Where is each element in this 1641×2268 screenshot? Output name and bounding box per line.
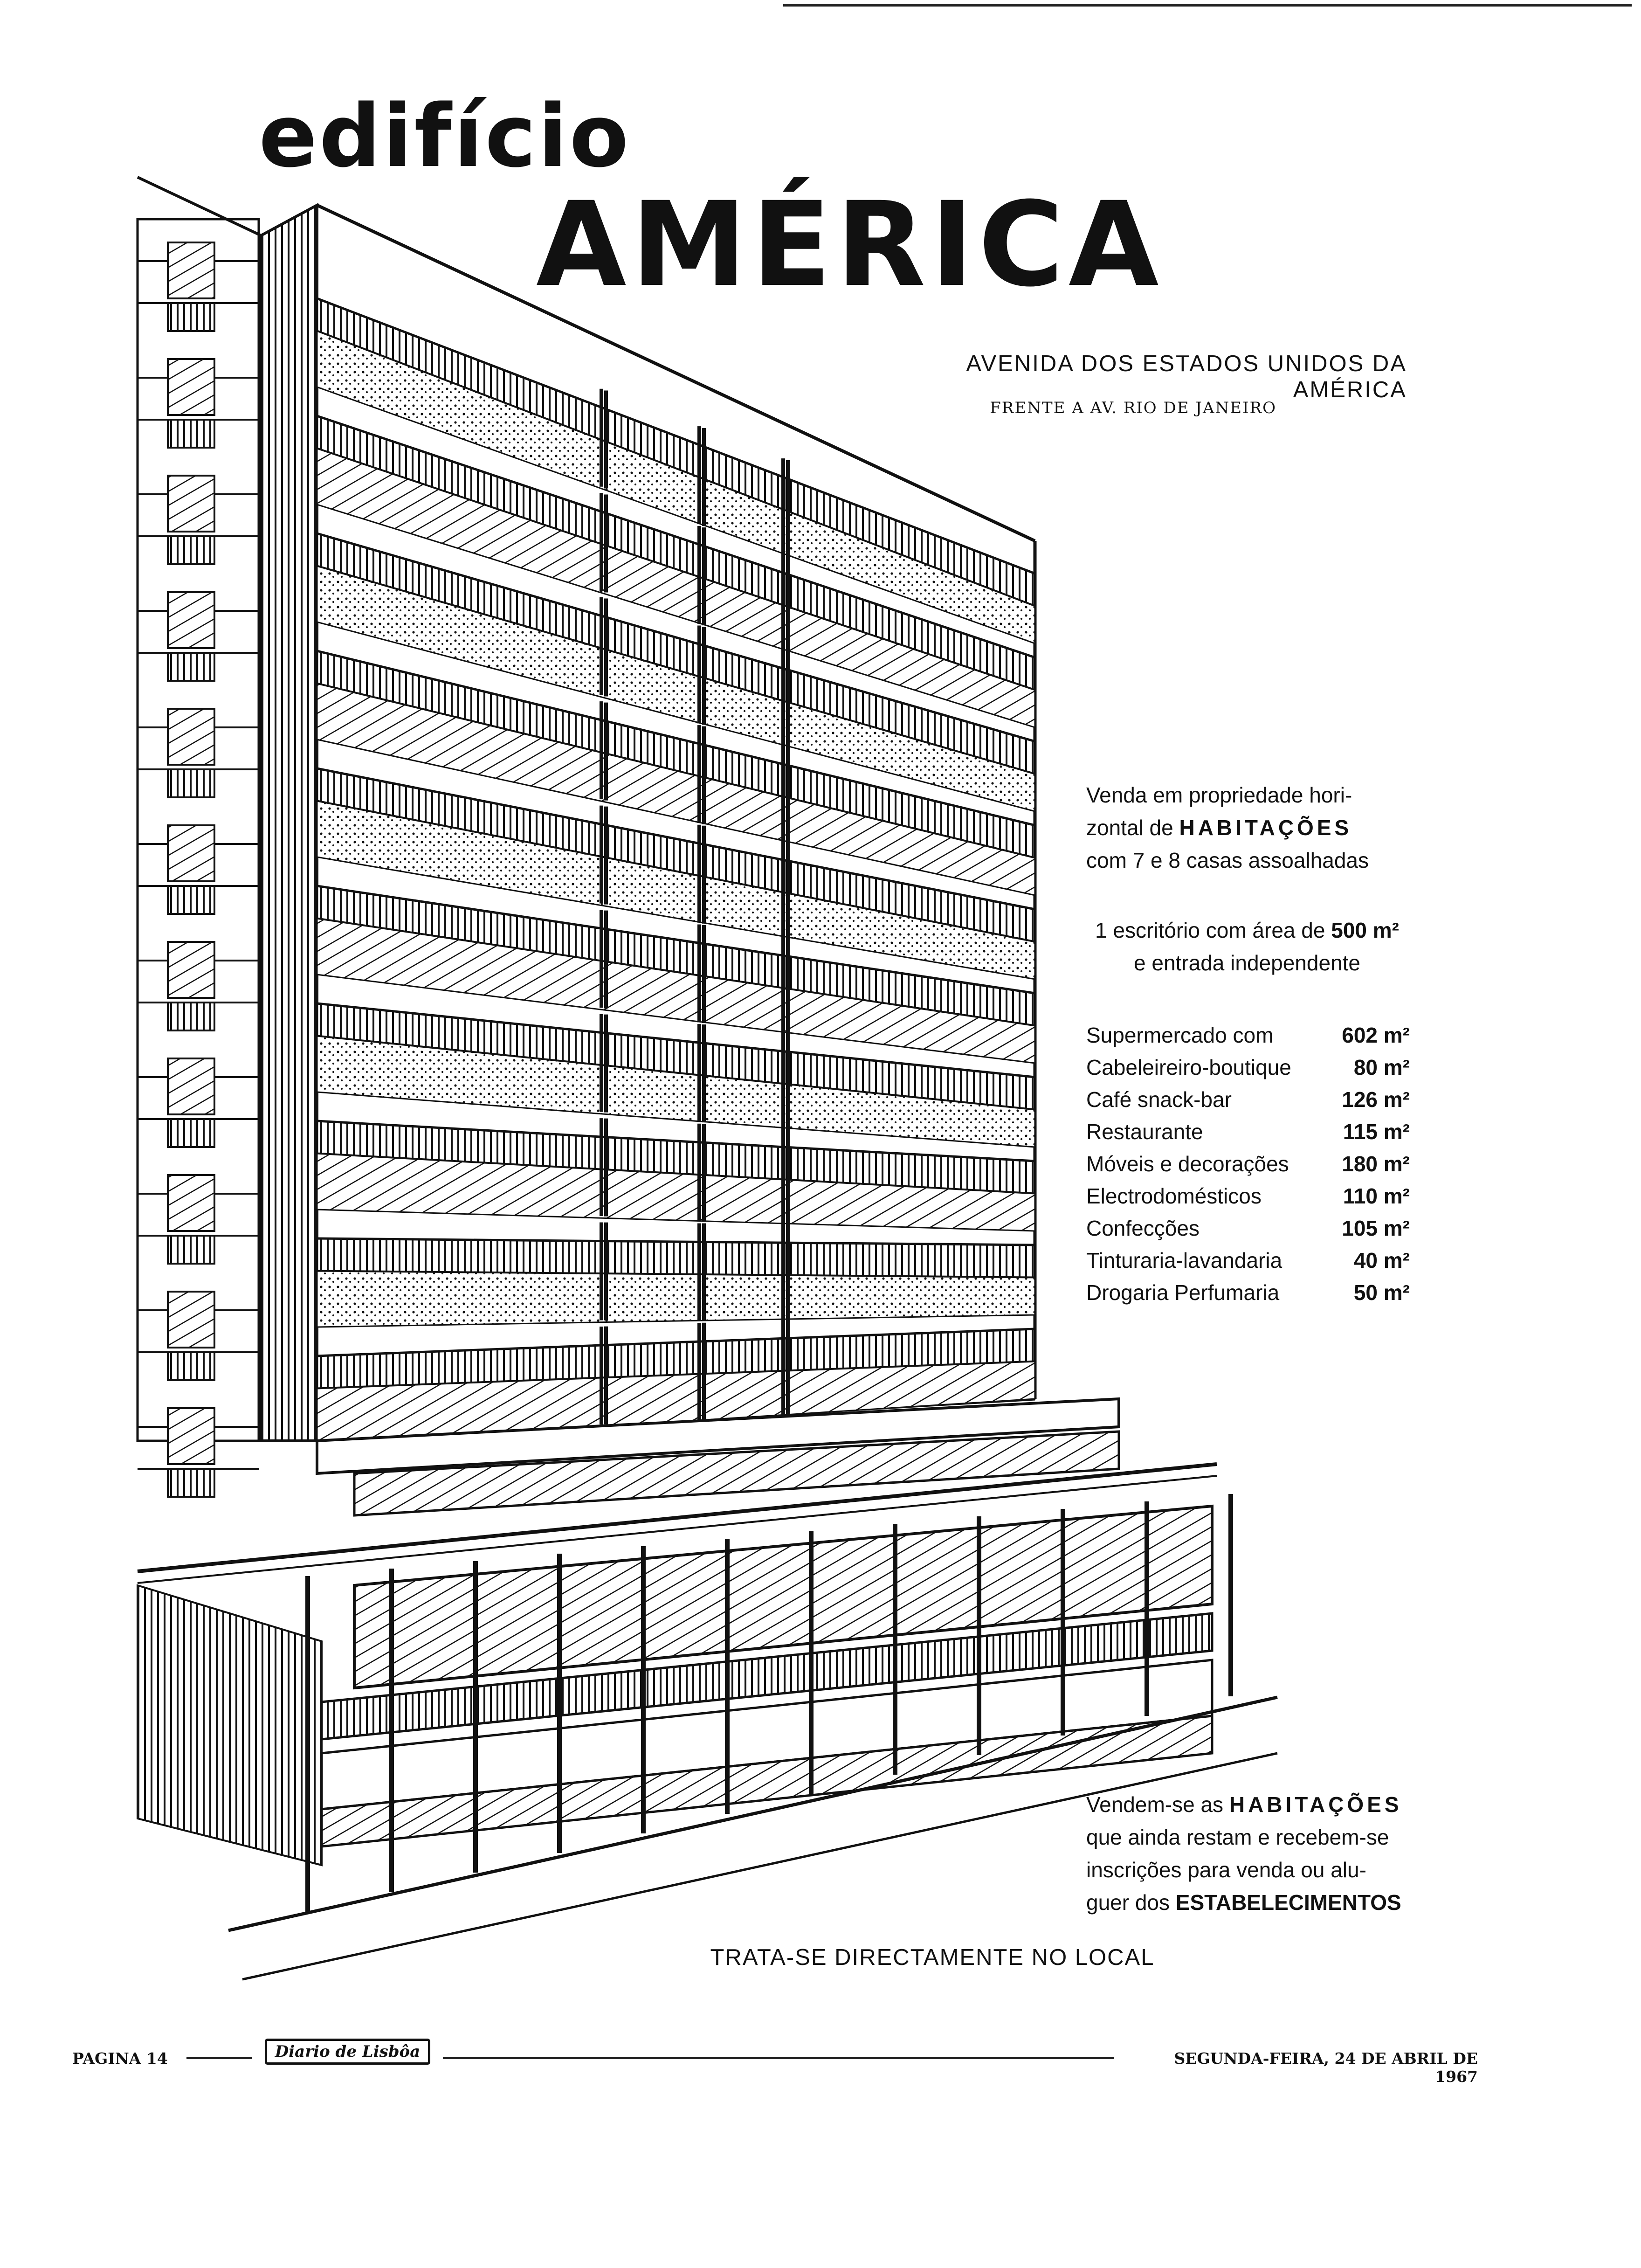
contact-line: TRATA-SE DIRECTAMENTE NO LOCAL <box>710 1945 1155 1970</box>
space-name: Drogaria Perfumaria <box>1086 1280 1280 1305</box>
office-line-1 <box>1086 914 1408 947</box>
space-area: 110 m² <box>1343 1184 1410 1208</box>
footer-rule-left <box>186 2057 252 2059</box>
commercial-space-row <box>1086 1019 1410 1051</box>
space-name: Cabeleireiro-boutique <box>1086 1055 1291 1079</box>
space-name: Confecções <box>1086 1216 1200 1240</box>
address-street: AVENIDA DOS ESTADOS UNIDOS DA AMÉRICA <box>966 351 1407 402</box>
commercial-space-row <box>1086 1083 1410 1115</box>
space-area: 602 m² <box>1342 1023 1410 1047</box>
sale-line-2-text: zontal de <box>1086 816 1173 840</box>
headline-edificio: edifício <box>259 86 631 187</box>
office-line-2: e entrada independente <box>1134 951 1360 975</box>
publication-date: SEGUNDA-FEIRA, 24 DE ABRIL DE 1967 <box>1174 2049 1478 2086</box>
space-area: 40 m² <box>1353 1248 1410 1272</box>
commercial-space-row <box>1086 1180 1410 1212</box>
remaining-highlight-habitacoes: HABITAÇÕES <box>1229 1792 1402 1817</box>
remaining-offer-text <box>1086 1788 1408 1919</box>
office-offer-text <box>1086 914 1408 979</box>
commercial-space-row <box>1086 1276 1410 1308</box>
remaining-line-1-text: Vendem-se as <box>1086 1792 1224 1817</box>
space-name: Supermercado com <box>1086 1023 1274 1047</box>
space-area: 180 m² <box>1342 1152 1410 1176</box>
space-area: 50 m² <box>1353 1280 1410 1305</box>
space-name: Tinturaria-lavandaria <box>1086 1248 1282 1272</box>
remaining-line-3: inscrições para venda ou alu- <box>1086 1858 1366 1882</box>
sale-offer-text <box>1086 779 1408 877</box>
space-area: 126 m² <box>1342 1087 1410 1112</box>
office-area: 500 m² <box>1331 918 1399 942</box>
neighbor-building <box>138 177 261 1497</box>
space-name: Móveis e decorações <box>1086 1152 1289 1176</box>
sale-line-3: com 7 e 8 casas assoalhadas <box>1086 848 1369 872</box>
sale-line-2 <box>1086 811 1408 844</box>
commercial-space-row <box>1086 1115 1410 1148</box>
newspaper-masthead: Diario de Lisbôa <box>265 2039 430 2065</box>
remaining-highlight-estabelecimentos: ESTABELECIMENTOS <box>1175 1890 1401 1915</box>
commercial-spaces-list <box>1086 1019 1410 1308</box>
remaining-line-2: que ainda restam e recebem-se <box>1086 1825 1389 1849</box>
main-tower <box>261 205 1035 1445</box>
office-line-1-text: 1 escritório com área de <box>1095 918 1325 942</box>
footer-rule-right <box>443 2057 1114 2059</box>
remaining-line-4-text: guer dos <box>1086 1890 1170 1915</box>
remaining-line-4 <box>1086 1886 1408 1919</box>
address-opposite: FRENTE A AV. RIO DE JANEIRO <box>990 399 1276 417</box>
commercial-space-row <box>1086 1244 1410 1276</box>
commercial-space-row <box>1086 1051 1410 1083</box>
page-number: PAGINA 14 <box>72 2049 168 2067</box>
space-area: 80 m² <box>1353 1055 1410 1079</box>
sale-line-1: Venda em propriedade hori- <box>1086 783 1352 807</box>
commercial-space-row <box>1086 1212 1410 1244</box>
space-area: 115 m² <box>1343 1120 1410 1144</box>
commercial-space-row <box>1086 1148 1410 1180</box>
headline-america: AMÉRICA <box>536 177 1164 312</box>
space-name: Electrodomésticos <box>1086 1184 1262 1208</box>
remaining-line-1 <box>1086 1788 1408 1821</box>
sale-highlight-habitacoes: HABITAÇÕES <box>1179 816 1352 840</box>
space-name: Restaurante <box>1086 1120 1203 1144</box>
space-area: 105 m² <box>1342 1216 1410 1240</box>
space-name: Café snack-bar <box>1086 1087 1232 1112</box>
